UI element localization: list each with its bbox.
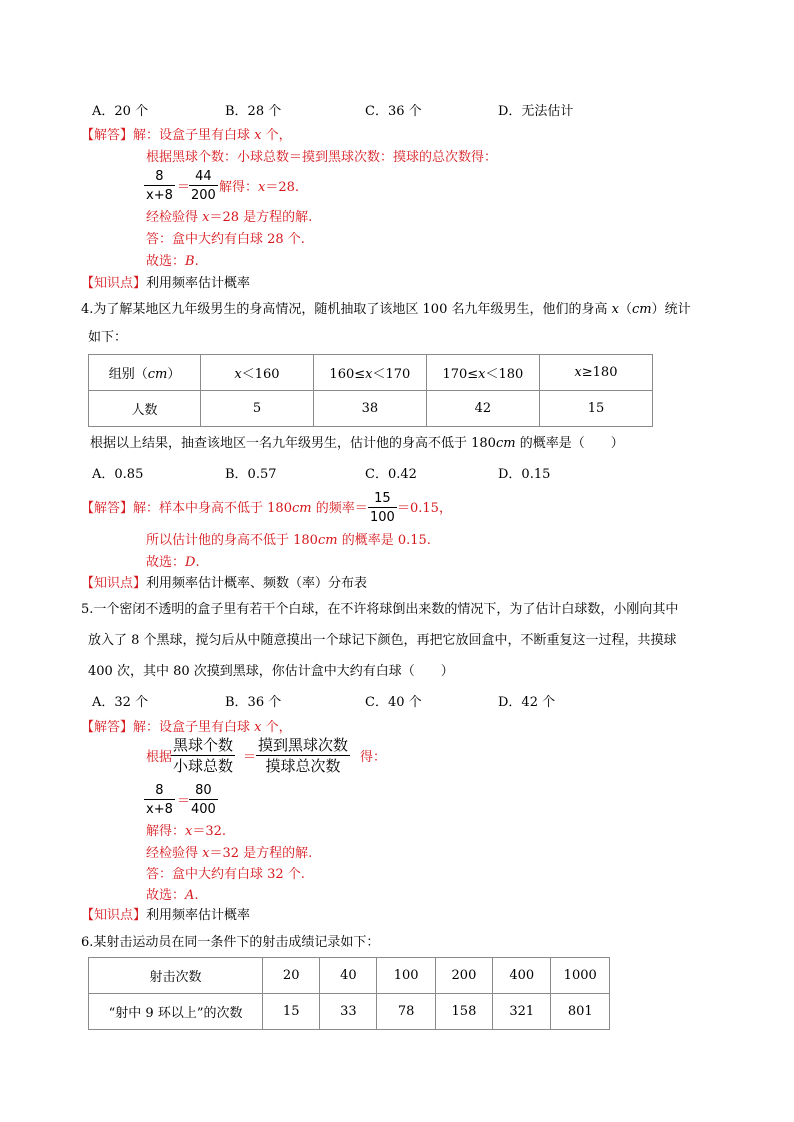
question-stem: 400 次，其中 80 次摸到黑球，你估计盒中大约有白球（ ） bbox=[88, 664, 454, 679]
table-cell: 78 bbox=[377, 994, 435, 1030]
knowledge-point: 【知识点】利用频率估计概率 bbox=[81, 276, 251, 291]
table-cell: 160≤x＜170 bbox=[313, 355, 426, 391]
answer-tag: 【解答】 bbox=[81, 501, 134, 516]
answer-step: 根据 bbox=[146, 750, 173, 765]
table-row bbox=[89, 391, 653, 427]
question-stem: 4.为了解某地区九年级男生的身高情况，随机抽取了该地区 100 名九年级男生，他们的身高 x（cm）统计 bbox=[81, 302, 691, 317]
table-cell: 38 bbox=[313, 391, 426, 427]
question-stem: 如下： bbox=[88, 330, 128, 345]
option-d: D．无法估计 bbox=[498, 104, 574, 119]
answer-line: 【解答】解：样本中身高不低于 180cm 的频率＝ bbox=[81, 501, 368, 516]
table-cell: 321 bbox=[493, 994, 551, 1030]
answer-step: 故选：B. bbox=[146, 254, 199, 269]
fraction: 摸到黑球次数 摸球总次数 bbox=[258, 736, 349, 775]
answer-step: 根据黑球个数：小球总数＝摸到黑球次数：摸球的总次数得： bbox=[146, 150, 498, 165]
answer-step: 所以估计他的身高不低于 180cm 的概率是 0.15. bbox=[146, 533, 431, 548]
option-a: A．0.85 bbox=[92, 467, 144, 482]
option-c: C．0.42 bbox=[365, 467, 417, 482]
answer-step: 得： bbox=[360, 750, 387, 765]
knowledge-tag: 【知识点】 bbox=[81, 908, 147, 923]
table-cell: 158 bbox=[435, 994, 492, 1030]
option-a: A．32 个 bbox=[92, 695, 149, 710]
answer-step: 答：盒中大约有白球 32 个. bbox=[146, 867, 305, 882]
option-d: D．0.15 bbox=[498, 467, 551, 482]
knowledge-point: 【知识点】利用频率估计概率、频数（率）分布表 bbox=[81, 576, 368, 591]
table-cell: 15 bbox=[263, 994, 320, 1030]
shooting-table bbox=[88, 957, 610, 1030]
table-cell: 组别（cm） bbox=[89, 355, 201, 391]
table-cell: x＜160 bbox=[201, 355, 314, 391]
equals-sign: ＝ bbox=[243, 750, 257, 765]
option-b: B．36 个 bbox=[225, 695, 282, 710]
question-stem: 5.一个密闭不透明的盒子里有若干个白球，在不许将球倒出来数的情况下，为了估计白球数，小刚向其中 bbox=[81, 602, 679, 617]
option-b: B．0.57 bbox=[225, 467, 277, 482]
table-row bbox=[89, 994, 610, 1030]
table-cell: 5 bbox=[201, 391, 314, 427]
fraction: $\frac{8}{x+8}$ bbox=[146, 169, 173, 203]
knowledge-tag: 【知识点】 bbox=[81, 576, 147, 591]
fraction: $\frac{44}{200}$ bbox=[191, 169, 216, 203]
table-row bbox=[89, 355, 653, 391]
table-row bbox=[89, 958, 610, 994]
answer-step: 解得：x＝32. bbox=[146, 824, 227, 839]
option-c: C．36 个 bbox=[365, 104, 422, 119]
answer-step: 解得：x＝28. bbox=[219, 180, 300, 195]
answer-step: ＝0.15， bbox=[397, 501, 452, 516]
table-cell: 42 bbox=[426, 391, 539, 427]
answer-step: 故选：A. bbox=[146, 888, 199, 903]
table-cell: 射击次数 bbox=[89, 958, 263, 994]
option-b: B．28 个 bbox=[225, 104, 282, 119]
option-d: D．42 个 bbox=[498, 695, 556, 710]
fraction: $\frac{8}{x+8}$ bbox=[146, 783, 173, 817]
fraction: $\frac{80}{400}$ bbox=[191, 783, 216, 817]
table-cell: 人数 bbox=[89, 391, 201, 427]
option-c: C．40 个 bbox=[365, 695, 422, 710]
answer-line: 【解答】解：设盒子里有白球 x 个， bbox=[81, 128, 292, 143]
table-cell: 33 bbox=[320, 994, 377, 1030]
equals-sign: ＝ bbox=[177, 180, 191, 195]
height-table bbox=[88, 354, 653, 427]
table-cell: 100 bbox=[377, 958, 435, 994]
table-cell: 200 bbox=[435, 958, 492, 994]
table-cell: x≥180 bbox=[539, 355, 652, 391]
table-cell: 400 bbox=[493, 958, 551, 994]
answer-step: 故选：D. bbox=[146, 555, 200, 570]
table-cell: 801 bbox=[551, 994, 610, 1030]
fraction: 黑球个数 小球总数 bbox=[173, 736, 234, 775]
table-cell: 15 bbox=[539, 391, 652, 427]
table-cell: 170≤x＜180 bbox=[426, 355, 539, 391]
knowledge-point: 【知识点】利用频率估计概率 bbox=[81, 908, 251, 923]
answer-step: 答：盒中大约有白球 28 个. bbox=[146, 232, 305, 247]
question-stem: 6.某射击运动员在同一条件下的射击成绩记录如下： bbox=[81, 935, 380, 950]
answer-step: 经检验得 x＝32 是方程的解. bbox=[146, 846, 313, 861]
answer-step: 经检验得 x＝28 是方程的解. bbox=[146, 210, 313, 225]
option-a: A．20 个 bbox=[92, 104, 149, 119]
knowledge-tag: 【知识点】 bbox=[81, 276, 147, 291]
fraction: $\frac{15}{100}$ bbox=[370, 491, 395, 525]
table-cell: 40 bbox=[320, 958, 377, 994]
answer-tag: 【解答】 bbox=[81, 720, 134, 735]
answer-line: 【解答】解：设盒子里有白球 x 个， bbox=[81, 720, 292, 735]
answer-tag: 【解答】 bbox=[81, 128, 134, 143]
table-cell: “射中 9 环以上”的次数 bbox=[89, 994, 263, 1030]
question-stem: 放入了 8 个黑球，搅匀后从中随意摸出一个球记下颜色，再把它放回盒中，不断重复这一过程，共摸球 bbox=[88, 633, 677, 648]
table-cell: 1000 bbox=[551, 958, 610, 994]
table-cell: 20 bbox=[263, 958, 320, 994]
equals-sign: ＝ bbox=[177, 794, 191, 809]
question-text: 根据以上结果，抽查该地区一名九年级男生，估计他的身高不低于 180cm 的概率是（ ） bbox=[90, 436, 624, 451]
